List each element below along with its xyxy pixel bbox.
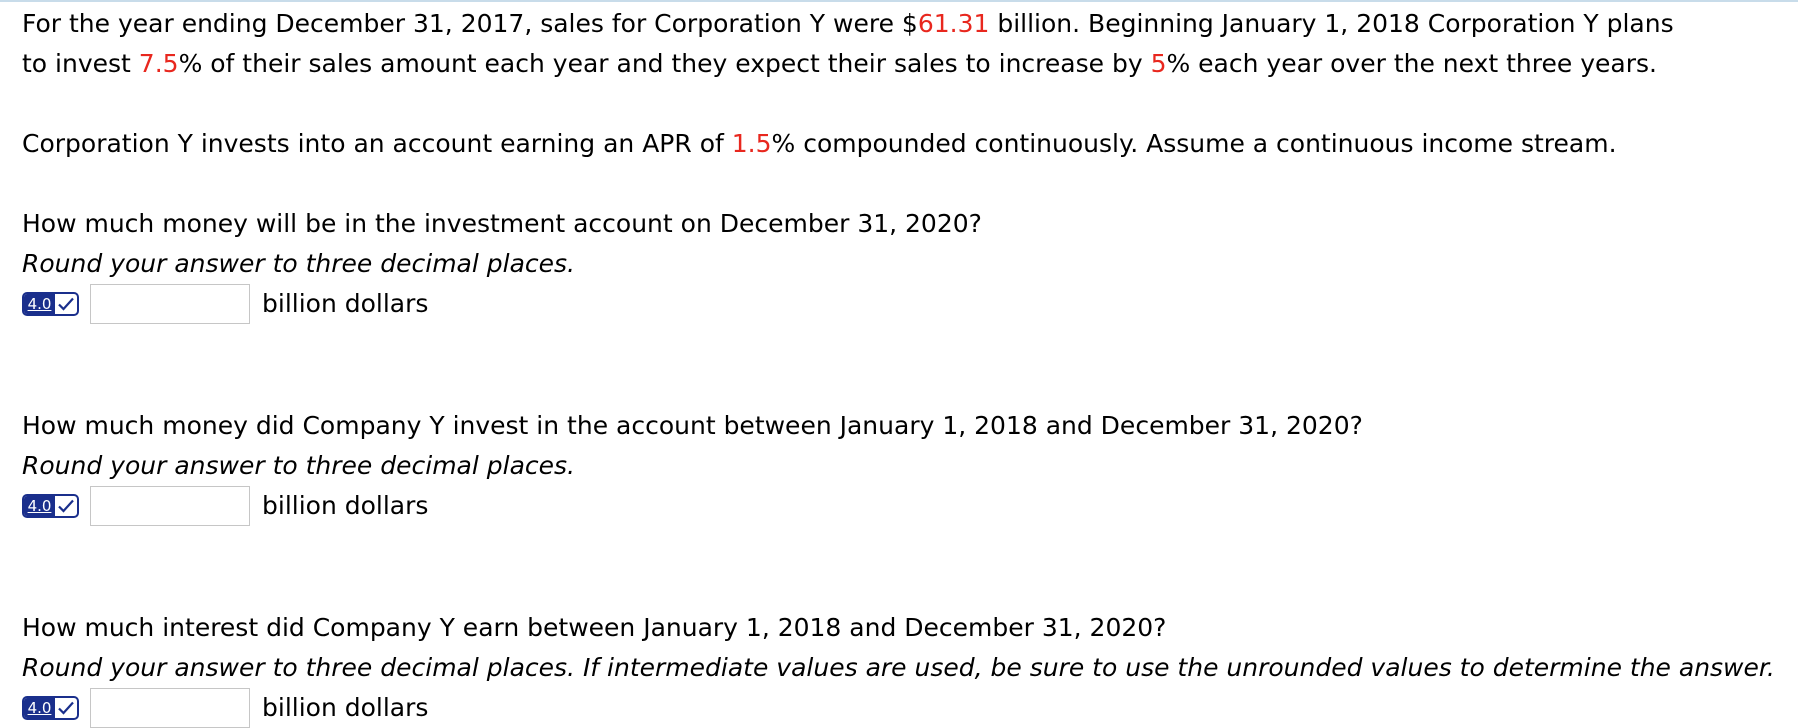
question-instruction: Round your answer to three decimal places. [22, 451, 575, 480]
unit-label: billion dollars [262, 693, 429, 722]
points-badge [22, 696, 79, 720]
account-text: % compounded continuously. Assume a continuous income stream. [771, 129, 1617, 158]
account-text: Corporation Y invests into an account earning an APR of [22, 129, 732, 158]
points-badge [22, 494, 79, 518]
answer-input-2[interactable] [90, 486, 250, 526]
answer-row [22, 688, 1782, 728]
points-value: 4.0 [24, 496, 55, 516]
apr-percent: 1.5 [731, 129, 772, 158]
intro-text: to invest [22, 49, 139, 78]
answer-input-3[interactable] [90, 688, 250, 728]
question-instruction: Round your answer to three decimal places. [22, 249, 575, 278]
question-1 [22, 204, 1782, 324]
question-text: How much interest did Company Y earn between January 1, 2018 and December 31, 2020? [22, 613, 1167, 642]
question-3 [22, 608, 1782, 728]
check-icon [55, 698, 77, 718]
account-statement [22, 124, 1782, 164]
answer-row [22, 486, 1782, 526]
spacer [22, 526, 1782, 608]
question-text: How much money did Company Y invest in the account between January 1, 2018 and December 31, 2020? [22, 411, 1363, 440]
invest-percent: 7.5 [138, 49, 179, 78]
question-2 [22, 406, 1782, 526]
spacer [22, 84, 1782, 124]
top-divider [0, 0, 1798, 2]
check-icon [55, 294, 77, 314]
points-badge [22, 292, 79, 316]
unit-label: billion dollars [262, 491, 429, 520]
problem-content [22, 4, 1782, 728]
growth-percent: 5 [1150, 49, 1167, 78]
sales-value: 61.31 [917, 9, 990, 38]
answer-row [22, 284, 1782, 324]
problem-intro [22, 4, 1782, 84]
spacer [22, 324, 1782, 406]
points-value: 4.0 [24, 294, 55, 314]
intro-text: For the year ending December 31, 2017, sales for Corporation Y were $ [22, 9, 918, 38]
intro-text: % of their sales amount each year and they expect their sales to increase by [178, 49, 1151, 78]
spacer [22, 164, 1782, 204]
intro-text: % each year over the next three years. [1166, 49, 1657, 78]
answer-input-1[interactable] [90, 284, 250, 324]
intro-text: billion. Beginning January 1, 2018 Corporation Y plans [989, 9, 1674, 38]
question-text: How much money will be in the investment account on December 31, 2020? [22, 209, 982, 238]
question-instruction: Round your answer to three decimal places. If intermediate values are used, be sure to use the unrounded values to determine the answer. [22, 653, 1775, 682]
unit-label: billion dollars [262, 289, 429, 318]
points-value: 4.0 [24, 698, 55, 718]
check-icon [55, 496, 77, 516]
